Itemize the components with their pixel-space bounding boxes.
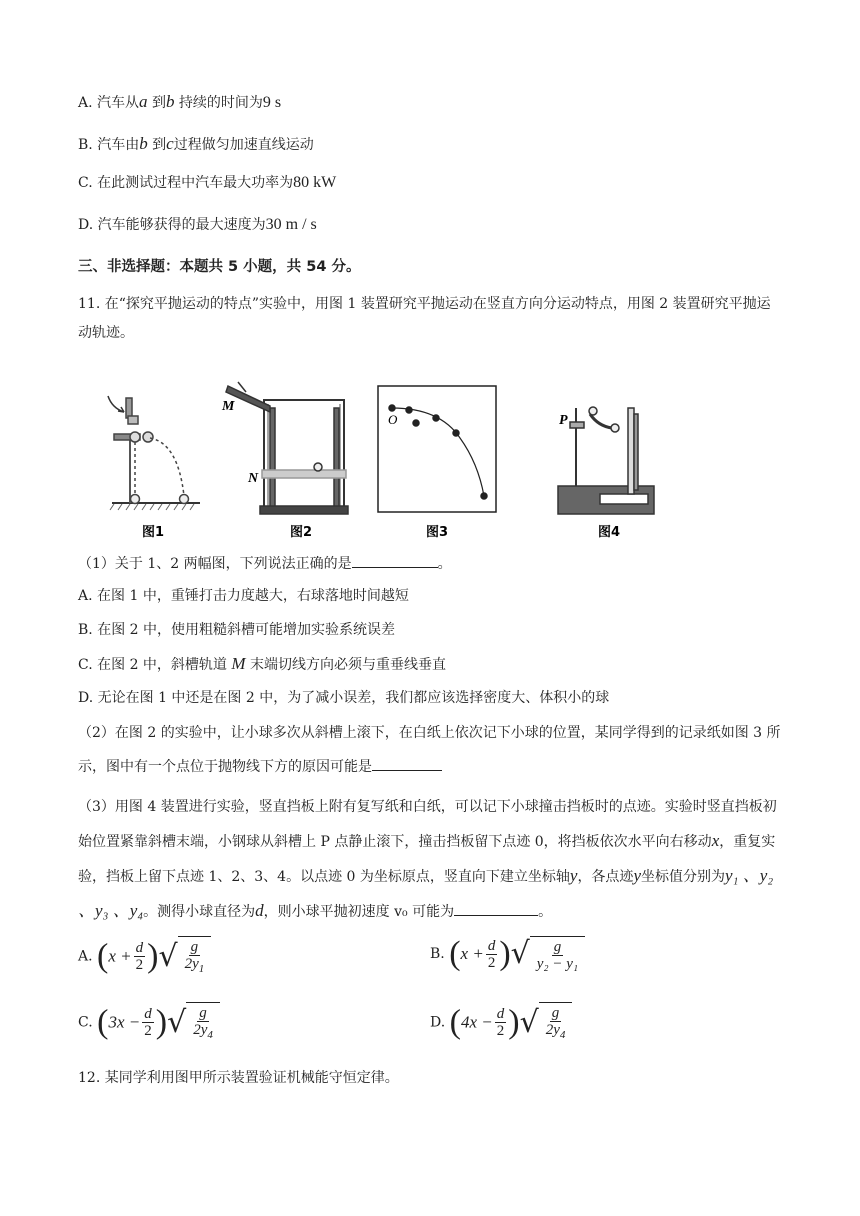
label-o: O [388,412,398,427]
fig3-caption: 图3 [426,525,449,540]
fig2-caption: 图2 [290,525,313,540]
q11-option-d: D. 无论在图 1 中还是在图 2 中，为了减小误差，我们都应该选择密度大、体积小的球 [78,690,610,706]
q12-stem: 12. 某同学利用图甲所示装置验证机械能守恒定律。 [78,1070,399,1086]
answer-blank-2[interactable] [372,756,442,771]
answer-blank-1[interactable] [352,553,438,568]
experiment-figures [100,378,660,548]
figure-1 [108,396,200,510]
q11-part3: （3）用图 4 装置进行实验，竖直挡板上附有复写纸和白纸，可以记下小球撞击挡板时的点迹。实验时竖直挡板初始位置紧靠斜槽末端，小钢球从斜槽上 P 点静止滚下，撞击挡板留下点迹 0，将挡板依次水平向右移动x，重复实验，挡板上留下点迹 1、2、3、4。以点迹 0 为坐标原点，竖直向下建立坐标轴y，各点迹y坐标值分别为y₁ 、y₂ 、y₃ 、y₄。测得小球直径为d，则小球平抛初速度 v₀ 可能为 。 [78,799,777,920]
figure-3 [378,386,496,512]
figure-group [100,378,660,552]
q11-option-a: A. 在图 1 中，重锤打击力度越大，右球落地时间越短 [78,588,409,604]
answer-blank-3[interactable] [454,901,538,916]
q11-option-c: C. 在图 2 中，斜槽轨道 M 末端切线方向必须与重垂线垂直 [78,654,446,673]
q11-part1: （1）关于 1、2 两幅图，下列说法正确的是 。 [78,553,452,574]
option-d: D. 汽车能够获得的最大速度为30 m / s [78,216,317,233]
q11-part2: （2）在图 2 的实验中，让小球多次从斜槽上滚下，在白纸上依次记下小球的位置，某同学得到的记录纸如图 3 所示，图中有一个点位于抛物线下方的原因可能是 [78,725,781,775]
q11-p3-option-a: A. (x + $\frac{d}{2}$ ) √ $\frac{g}{2y_1}$ [78,936,211,977]
fig4-caption: 图4 [598,525,621,540]
label-p: P [559,413,568,428]
q11-option-b: B. 在图 2 中，使用粗糙斜槽可能增加实验系统误差 [78,622,395,638]
label-n: N [248,471,259,486]
q11-stem: 11. 在“探究平抛运动的特点”实验中，用图 1 装置研究平抛运动在竖直方向分运动特点，用图 2 装置研究平抛运动轨迹。 [78,296,771,341]
section-title: 三、非选择题：本题共 5 小题，共 54 分。 [78,259,361,275]
q11-p3-option-c: C. (3x − $\frac{d}{2}$ ) √ $\frac{g}{2y_4}$ [78,1002,220,1043]
option-a: A. 汽车从a 到b 持续的时间为9 s [78,92,282,111]
fig1-caption: 图1 [142,525,165,540]
q11-p3-option-b: B. (x + $\frac{d}{2}$ ) √ $\frac{g}{\text{y₂ − y₁}}$ [430,936,585,972]
option-c: C. 在此测试过程中汽车最大功率为80 kW [78,174,337,191]
label-m: M [222,399,235,414]
figure-4 [558,407,654,514]
figure-2 [226,382,348,514]
q11-p3-option-d: D. (4x − $\frac{d}{2}$ ) √ $\frac{g}{2y_4}$ [430,1002,572,1043]
option-b: B. 汽车由b 到c过程做匀加速直线运动 [78,134,314,153]
